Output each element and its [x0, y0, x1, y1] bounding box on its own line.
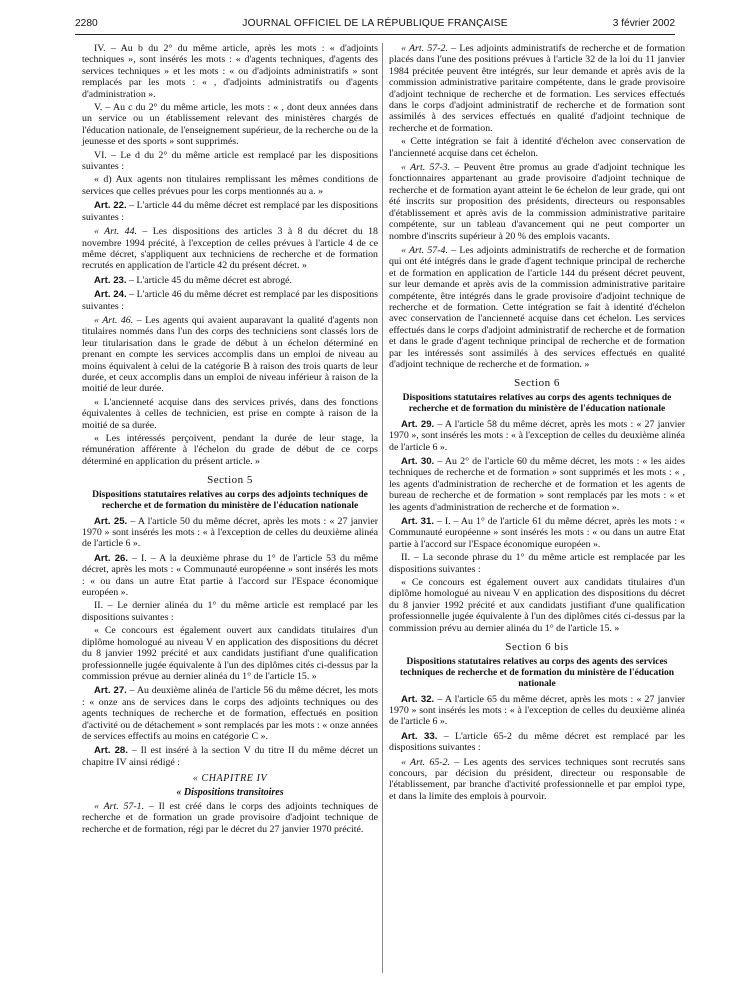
article-label: Art. 32.: [401, 693, 435, 705]
article-label: « Art. 57-1.: [94, 800, 145, 812]
article-26: [82, 553, 378, 599]
chapter-title: « CHAPITRE IV: [192, 773, 268, 785]
article-label: « Art. 46.: [94, 314, 134, 326]
article-29: [389, 419, 685, 453]
paragraph: V. – Au c du 2° du même article, les mots : « , dont deux années dans un service ou un établissement relevant des ministères chargés de l'éducation nationale, de l'enseignement supérieur, de la recherche ou de la jeunesse et des sports » sont supprimés.: [82, 102, 378, 148]
article-text: – L'article 45 du même décret est abrogé.: [126, 274, 293, 286]
article-label: Art. 31.: [401, 516, 435, 528]
paragraph: « Les intéressés perçoivent, pendant la durée de leur stage, la rémunération afférente à l'échelon du grade de début de ce corps déterminé en application du présent article. »: [82, 433, 378, 467]
article-text: – L'article 46 du même décret est remplacé par les dispositions suivantes :: [82, 289, 378, 312]
page-header: [75, 16, 675, 32]
article-31: [389, 516, 685, 550]
article-44: [82, 226, 378, 272]
article-label: « Art. 57-2.: [401, 43, 448, 54]
article-27: [82, 685, 378, 742]
section-title: Section 6: [514, 377, 560, 390]
article-label: Art. 24.: [94, 289, 127, 301]
header-rule: [75, 34, 675, 35]
article-text: – I. – A la deuxième phrase du 1° de l'article 53 du même décret, après les mots : « Communauté européenne » sont insérés les mots : « ou dans un autre Etat partie à l'accord sur l'Espace économique européen ».: [82, 552, 378, 599]
article-65-2: [389, 757, 685, 803]
article-57-2: [389, 43, 685, 134]
article-57-3: [389, 162, 685, 242]
right-column: [389, 43, 685, 804]
paragraph: « L'ancienneté acquise dans des services privés, dans des fonctions équivalentes à celles de technicien, est prise en compte à raison de la moitié de sa durée.: [82, 396, 378, 431]
article-label: Art. 28.: [94, 745, 128, 757]
article-label: Art. 30.: [401, 456, 435, 467]
article-57-4: [389, 245, 685, 370]
paragraph: « Ce concours est également ouvert aux candidats titulaires d'un diplôme homologué au niveau V en application des dispositions du décret du 8 janvier 1992 précité et aux candidats justifiant d'une qualification professionnelle jugée équivalente à l'un des diplômes cités ci-dessus par la commission prévu au dernier alinéa du 1° de l'article 15. »: [389, 577, 685, 634]
article-23: [82, 275, 378, 286]
article-text: – Au deuxième alinéa de l'article 56 du même décret, les mots : « onze ans de services dans le corps des adjoints techniques ou des agents techniques de recherche et de formation, effectués en position d'activité ou de détachement » sont remplacés par les mots : « onze années de services effectifs au moins en catégorie C ».: [82, 685, 378, 742]
paragraph: II. – La seconde phrase du 1° du même article est remplacée par les dispositions suivantes :: [389, 552, 685, 575]
left-column: [82, 43, 378, 837]
article-text: – Il est créé dans le corps des adjoints techniques de recherche et de formation un grade provisoire d'adjoint technique de recherche et de formation, régi par le décret du 27 janvier 1970 précité.: [82, 800, 378, 835]
column-divider: [382, 43, 383, 973]
article-text: – Les adjoints administratifs de recherche et de formation placés dans l'une des positions prévues à l'article 32 de la loi du 11 janvier 1984 précitée peuvent être intégrés, sur leur demande et après avis de la commission administrative paritaire compétente, dans le grade provisoire d'adjoint technique de recherche et de formation. Les services effectués dans le corps d'adjoint administratif de recherche et de formation sont assimilés à des services effectués en qualité d'adjoint technique de recherche et de formation.: [389, 43, 686, 134]
paragraph: « d) Aux agents non titulaires remplissant les mêmes conditions de services que celles prévues pour les corps mentionnés au a. »: [82, 174, 378, 197]
section-subtitle: Dispositions statutaires relatives au corps des agents techniques de recherche et de formation du ministère de l'éducation nationale: [402, 392, 672, 414]
article-text: – Les agents qui avaient auparavant la qualité d'agents non titulaires nommés dans l'un des corps des techniciens sont classés lors de leur titularisation dans le grade de début à un échelon déterminé en prenant en compte les services accomplis dans un emploi de niveau au moins équivalent à celui de la catégorie B à raison des trois quarts de leur durée, et ceux accomplis dans un emploi de niveau inférieur à raison de la moitié de leur durée.: [82, 314, 378, 395]
section-subtitle: Dispositions statutaires relatives au corps des adjoints techniques de recherche et de formation du ministère de l'éducation nationale: [92, 489, 368, 511]
article-text: – L'article 44 du même décret est remplacé par les dispositions suivantes :: [82, 200, 378, 223]
page-number: 2280: [75, 18, 98, 29]
article-25: [82, 516, 378, 550]
article-label: Art. 25.: [94, 515, 128, 527]
article-text: – Les adjoints administratifs de recherche et de formation qui ont été intégrés dans le grade d'agent technique principal de recherche et de formation en application de l'article 144 du présent décret peuvent, sur leur demande et après avis de la commission administrative paritaire compétente, être intégrés dans le grade provisoire d'adjoint technique de recherche et de formation. Cette intégration se fait à identité d'échelon avec conservation de l'ancienneté acquise dans cet échelon. Les services effectués dans le corps d'adjoint administratif de recherche et de formation et dans le grade d'agent technique principal de recherche et de formation par les intéressés sont assimilés à des services effectués en qualité d'adjoint technique de recherche et de formation. »: [389, 244, 686, 370]
article-text: – Au 2° de l'article 60 du même décret, les mots : « les aides techniques de recherche et de formation » sont supprimés et les mots : « , les agents d'administration de recherche et de formation et les agents de bureau de recherche et de formation » sont remplacés par les mots : « et les agents d'administration de recherche et de formation ».: [389, 456, 685, 513]
article-text: – A l'article 50 du même décret, après les mots : « 27 janvier 1970 » sont insérés les mots : « à l'exception de celles du deuxième alinéa de l'article 6 ».: [82, 515, 378, 550]
issue-date: 3 février 2002: [612, 18, 675, 29]
article-text: – I. – Au 1° de l'article 61 du même décret, après les mots : « Communauté européenne » sont insérés les mots : « ou dans un autre Etat partie à l'accord sur l'Espace économique européen ».: [389, 516, 685, 550]
paragraph: IV. – Au b du 2° du même article, après les mots : « d'adjoints techniques », sont insérés les mots : « d'agents techniques, d'agents des services techniques » et les mots : « ou d'adjoints administratifs » sont remplacés par les mots : « , d'adjoints administratifs ou d'agents d'administration ».: [82, 43, 378, 100]
paragraph: VI. – Le d du 2° du même article est remplacé par les dispositions suivantes :: [82, 149, 378, 173]
article-46: [82, 315, 378, 395]
section-title: Section 5: [207, 474, 253, 487]
article-22: [82, 200, 378, 223]
article-text: – A l'article 65 du même décret, après les mots : « 27 janvier 1970 » sont insérés les mots : « à l'exception de celles du deuxième alinéa de l'article 6 ».: [389, 693, 685, 728]
article-33: [389, 731, 685, 754]
paragraph: « Ce concours est également ouvert aux candidats titulaires d'un diplôme homologué au niveau V en application des dispositions du décret du 8 janvier 1992 précité et aux candidats justifiant d'une qualification professionnelle jugée équivalente à l'un des diplômes cités ci-dessus par la commission prévue au dernier alinéa du 1° de l'article 15. »: [82, 625, 378, 682]
article-label: Art. 33.: [401, 730, 438, 742]
article-label: Art. 22.: [94, 200, 127, 212]
article-label: « Art. 57-4.: [401, 244, 448, 256]
article-text: – A l'article 58 du même décret, après les mots : « 27 janvier 1970 », sont insérés les mots : « à l'exception de celles du deuxième alinéa de l'article 6 ».: [389, 418, 685, 453]
paragraph: « Cette intégration se fait à identité d'échelon avec conservation de l'ancienneté acquise dans cet échelon.: [389, 136, 685, 159]
article-label: « Art. 44.: [94, 226, 138, 238]
chapter-subtitle: « Dispositions transitoires: [176, 786, 284, 798]
section-title: Section 6 bis: [505, 641, 569, 654]
paragraph: II. – Le dernier alinéa du 1° du même article est remplacé par les dispositions suivantes :: [82, 600, 378, 623]
article-24: [82, 289, 378, 312]
article-label: Art. 29.: [401, 418, 435, 430]
journal-title: JOURNAL OFFICIEL DE LA RÉPUBLIQUE FRANÇAISE: [242, 18, 508, 29]
article-30: [389, 456, 685, 513]
article-label: « Art. 57-3.: [401, 162, 451, 174]
article-text: – Les agents des services techniques sont recrutés sans concours, par décision du président, directeur ou responsable de l'établissement, par branche d'activité professionnelle et par emploi type, et dans la limite des emplois à pourvoir.: [389, 756, 685, 802]
section-subtitle: Dispositions statutaires relatives au corps des agents des services techniques de recherche et de formation du ministère de l'éducation nationale: [399, 656, 675, 689]
article-text: – Peuvent être promus au grade d'adjoint technique les fonctionnaires appartenant au grade provisoire d'adjoint technique de recherche et de formation ayant atteint le 6e échelon de leur grade, qui ont été inscrits sur proposition des présidents, directeurs ou responsables d'établissement et après avis de la commission administrative paritaire compétente, sur un tableau d'avancement qui ne peut comporter un nombre d'inscrits supérieur à 20 % des emplois vacants.: [389, 162, 685, 242]
article-label: Art. 23.: [94, 274, 127, 286]
article-57-1: [82, 801, 378, 835]
article-label: Art. 27.: [94, 685, 127, 697]
article-label: Art. 26.: [94, 552, 129, 564]
article-text: – Il est inséré à la section V du titre II du même décret un chapitre IV ainsi rédigé :: [82, 745, 378, 768]
article-text: – L'article 65-2 du même décret est remplacé par les dispositions suivantes :: [389, 730, 685, 754]
article-label: « Art. 65-2.: [401, 756, 451, 768]
article-text: – Les dispositions des articles 3 à 8 du décret du 18 novembre 1994 précité, à l'exception de celles prévues à l'article 4 de ce même décret, s'appliquent aux techniciens de recherche et de formation recrutés en application de l'article 42 du présent décret. »: [82, 226, 378, 272]
article-32: [389, 694, 685, 728]
article-28: [82, 745, 378, 768]
